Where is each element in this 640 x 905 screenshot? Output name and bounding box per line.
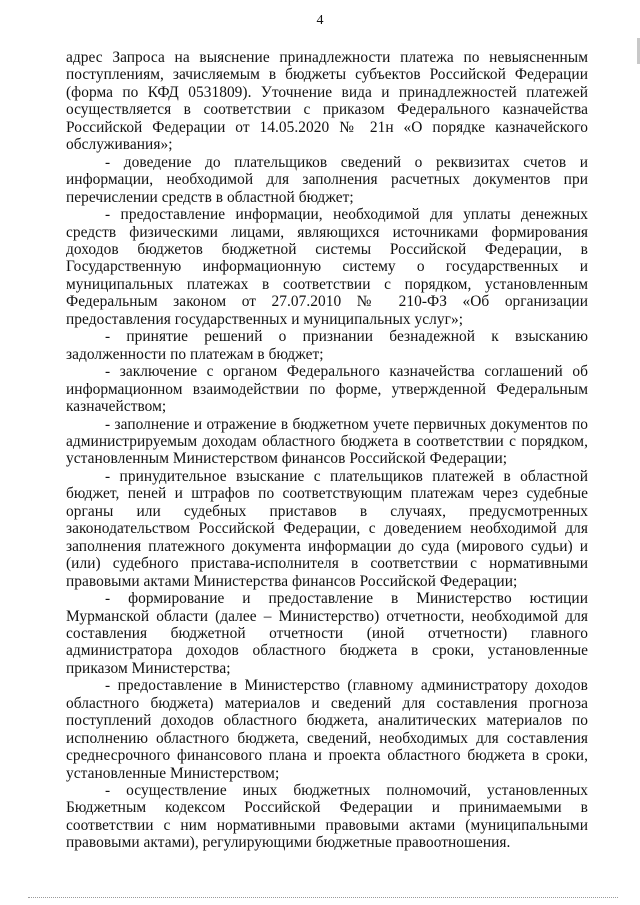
paragraph-list-item: - предоставление в Министерство (главному администратору доходов областного бюджета) материалов и сведений для составления прогноза поступлений доходов областного бюджета, аналитических материалов по исполнению областного бюджета, сведений, необходимых для составления среднесрочного финансового плана и проекта областного бюджета в сроки, установленные Министерством; bbox=[66, 677, 588, 782]
paragraph-list-item: - заполнение и отражение в бюджетном учете первичных документов по администрируемым доходам областного бюджета в соответствии с порядком, установленным Министерством финансов Российской Федерации; bbox=[66, 415, 588, 468]
paragraph-list-item: - заключение с органом Федерального казначейства соглашений об информационном взаимодействии по форме, утвержденной Федеральным казначейством; bbox=[66, 363, 588, 416]
paragraph-list-item: - осуществление иных бюджетных полномочий, установленных Бюджетным кодексом Российской Федерации и принимаемыми в соответствии с ним нормативными правовыми актами (муниципальными правовыми актами), регулирующими бюджетные правоотношения. bbox=[66, 782, 588, 852]
paragraph-list-item: - предоставление информации, необходимой для уплаты денежных средств физическими лицами, являющихся источниками формирования доходов бюджетов бюджетной системы Российской Федерации, в Государственную информационную систему о государственных и муниципальных платежах в соответствии с порядком, установленным Федеральным законом от 27.07.2010 № 210-ФЗ «Об организации предоставления государственных и муниципальных услуг»; bbox=[66, 206, 588, 328]
paragraph-list-item: - принудительное взыскание с плательщиков платежей в областной бюджет, пеней и штрафов по соответствующим платежам через судебные органы или судебных приставов в случаях, предусмотренных законодательством Российской Федерации, с доведением необходимой для заполнения платежного документа информации до суда (мирового судьи) и (или) судебного пристава-исполнителя в соответствии с нормативными правовыми актами Министерства финансов Российской Федерации; bbox=[66, 467, 588, 590]
paragraph-list-item: - доведение до плательщиков сведений о реквизитах счетов и информации, необходимой для заполнения расчетных документов при перечислении средств в областной бюджет; bbox=[66, 153, 588, 206]
page-number: 4 bbox=[316, 13, 324, 28]
paragraph-continuation: адрес Запроса на выяснение принадлежности платежа по невыясненным поступлениям, зачисляемым в бюджеты субъектов Российской Федерации (форма по КФД 0531809). Уточнение вида и принадлежностей платежей осуществляется в соответствии с приказом Федерального казначейства Российской Федерации от 14.05.2020 № 21н «О порядке казначейского обслуживания»; bbox=[66, 49, 588, 154]
scan-bottom-edge bbox=[28, 897, 618, 898]
paragraph-list-item: - формирование и предоставление в Министерство юстиции Мурманской области (далее – Министерство) отчетности, необходимой для составления бюджетной отчетности (иной отчетности) главного администратора доходов областного бюджета в сроки, установленные приказом Министерства; bbox=[66, 590, 588, 677]
paragraph-list-item: - принятие решений о признании безнадежной к взысканию задолженности по платежам в бюджет; bbox=[66, 328, 588, 363]
document-body bbox=[66, 49, 588, 852]
